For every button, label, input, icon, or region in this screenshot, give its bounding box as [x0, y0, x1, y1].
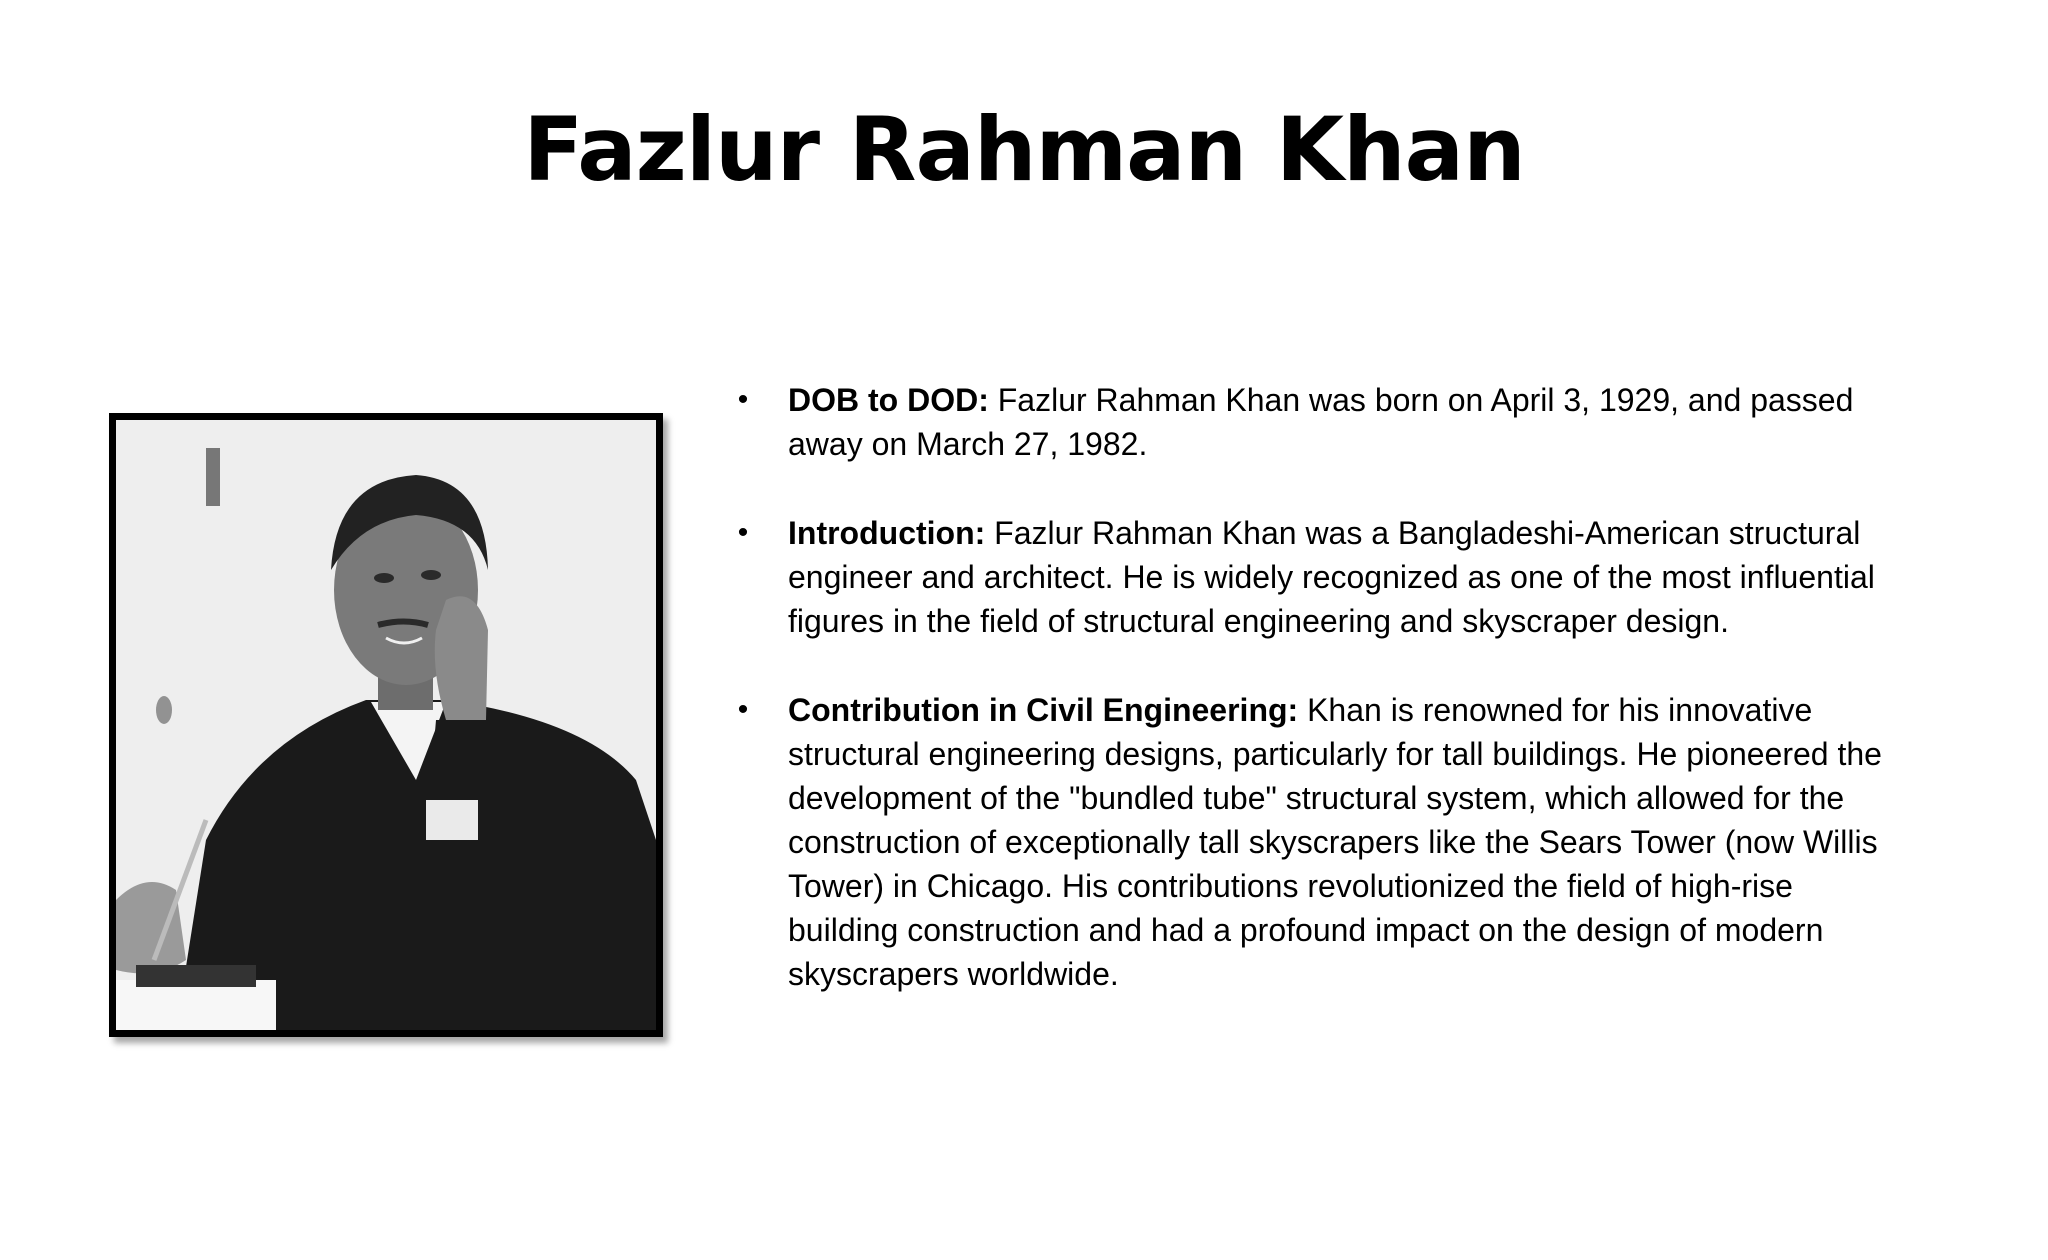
portrait-photo [109, 413, 663, 1037]
bullet-marker: • [737, 383, 749, 416]
desk-paper [116, 980, 276, 1030]
bullet-dob-dod [728, 378, 1898, 466]
bullet-list [728, 378, 1898, 1041]
slide-title: Fazlur Rahman Khan [523, 98, 1525, 201]
bullet-marker: • [737, 693, 749, 726]
bullet-text: Fazlur Rahman Khan was born on April 3, 1929, and passed away on March 27, 1982. [788, 382, 1854, 462]
bullet-text: Khan is renowned for his innovative structural engineering designs, particularly for tall buildings. He pioneered the development of the "bundled tube" structural system, which allowed for the construction of exceptionally tall skyscrapers like the Sears Tower (now Willis Tower) in Chicago. His contributions revolutionized the field of high-rise building construction and had a profound impact on the design of modern skyscrapers worldwide. [788, 692, 1882, 992]
eye-left [374, 573, 394, 583]
bullet-text: Fazlur Rahman Khan was a Bangladeshi-American structural engineer and architect. He is widely recognized as one of the most influential figures in the field of structural engineering and skyscraper design. [788, 515, 1875, 639]
eye-right [421, 570, 441, 580]
portrait-illustration [116, 420, 656, 1030]
bullet-introduction [728, 511, 1898, 643]
wall-mark [156, 696, 172, 724]
mustache [378, 622, 428, 626]
bullet-marker: • [737, 516, 749, 549]
bullet-label: Contribution in Civil Engineering: [788, 692, 1299, 728]
shirt-cuff [426, 800, 478, 840]
wall-fixture [206, 448, 220, 506]
bullet-contribution [728, 688, 1898, 996]
desk-item [136, 965, 256, 987]
bullet-label: Introduction: [788, 515, 986, 551]
bullet-label: DOB to DOD: [788, 382, 989, 418]
